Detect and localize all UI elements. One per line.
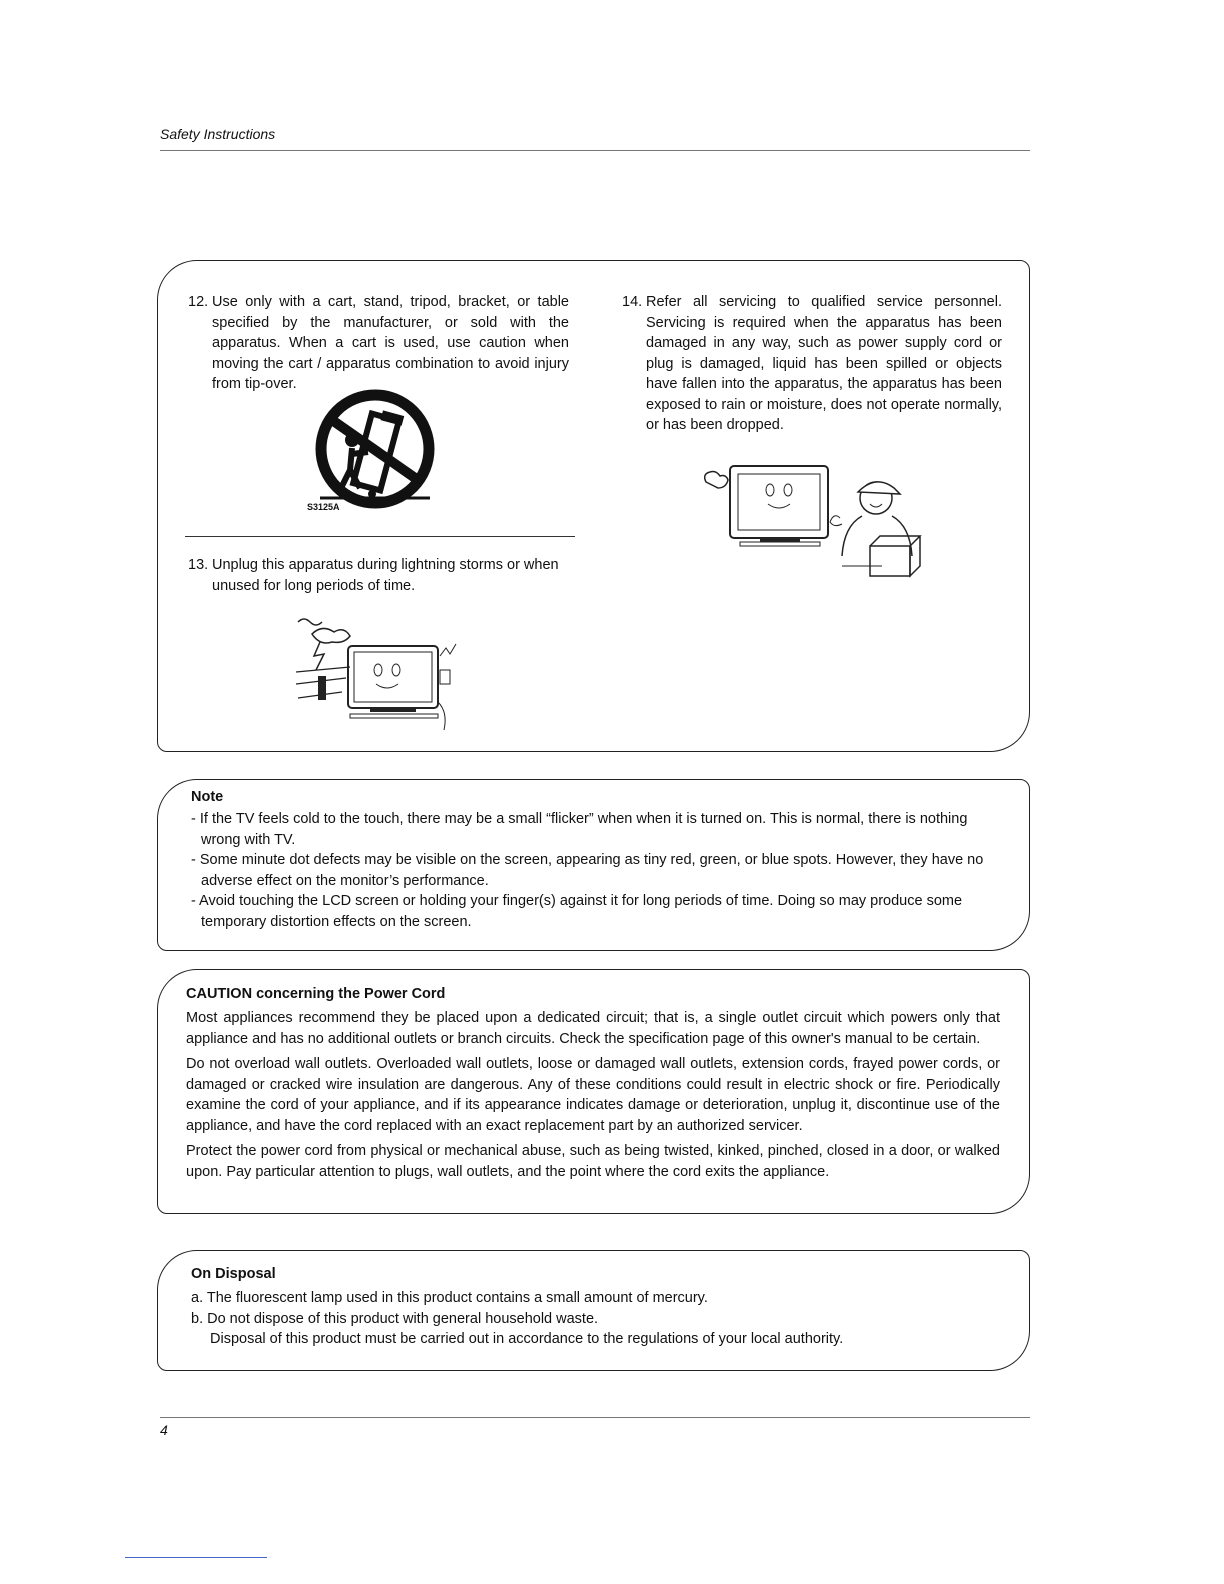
caution-content (186, 986, 1000, 1187)
caution-paragraph-2: Do not overload wall outlets. Overloaded wall outlets, loose or damaged wall outlets, extension cords, frayed power cords, or damaged or cracked wire insulation are dangerous. Any of these conditions could result in electric shock or fire. Periodically examine the cord of your appliance, and if its appearance indicates damage or deterioration, unplug it, discontinue use of the appliance, and have the cord replaced with an exact replacement part by an authorized servicer. (186, 1056, 1000, 1134)
item-13 (188, 555, 578, 596)
cart-image-label: S3125A (307, 502, 340, 512)
lightning-tv-illustration (290, 612, 470, 737)
note-title: Note (191, 789, 224, 805)
caution-paragraph-3: Protect the power cord from physical or mechanical abuse, such as being twisted, kinked, pinched, closed in a door, or walked upon. Pay particular attention to plugs, wall outlets, and the point where the cord exits the appliance. (186, 1143, 1000, 1180)
footer-divider (160, 1417, 1030, 1418)
page-number: 4 (160, 1422, 168, 1438)
item-12-text: Use only with a cart, stand, tripod, bracket, or table specified by the manufacturer, or sold with the apparatus. When a cart is used, use caution when moving the cart / apparatus combination to avoid injury from tip-over. (212, 294, 569, 392)
caution-paragraph-1: Most appliances recommend they be placed upon a dedicated circuit; that is, a single outlet circuit which powers only that appliance and has no additional outlets or branch circuits. Check the specification page of this owner's manual to be certain. (186, 1010, 1000, 1047)
disposal-item-a: a. The fluorescent lamp used in this product contains a small amount of mercury. (191, 1290, 708, 1306)
caution-title: CAUTION concerning the Power Cord (186, 986, 446, 1002)
disposal-item-b-continued: Disposal of this product must be carried out in accordance to the regulations of your local authority. (210, 1331, 844, 1347)
item-14-text: Refer all servicing to qualified service personnel. Servicing is required when the apparatus has been damaged in any way, such as power supply cord or plug is damaged, liquid has been spilled or objects have fallen into the apparatus, the apparatus has been exposed to rain or moisture, does not operate normally, or has been dropped. (646, 294, 1002, 433)
item-12 (188, 292, 569, 395)
note-bullet-2: - Some minute dot defects may be visible on the screen, appearing as tiny red, green, or blue spots. However, they have no adverse effect on the monitor’s performance. (191, 852, 984, 889)
bottom-link-underline[interactable] (125, 1557, 267, 1558)
cart-tipover-warning-icon (312, 390, 440, 516)
note-bullet-3: - Avoid touching the LCD screen or holding your finger(s) against it for long periods of time. Doing so may produce some temporary distortion effects on the screen. (191, 893, 963, 930)
item-13-number: 13. (188, 557, 209, 573)
disposal-item-b: b. Do not dispose of this product with general household waste. (191, 1310, 599, 1327)
item-12-number: 12. (188, 294, 209, 310)
item-14 (622, 292, 1002, 436)
note-bullet-1: - If the TV feels cold to the touch, there may be a small “flicker” when when it is turned on. This is normal, there is nothing wrong with TV. (191, 811, 968, 848)
service-technician-illustration (700, 460, 930, 590)
disposal-title: On Disposal (191, 1266, 276, 1282)
item-14-number: 14. (622, 294, 643, 310)
item-13-text: Unplug this apparatus during lightning storms or when unused for long periods of time. (212, 557, 559, 594)
header-divider (160, 150, 1030, 151)
disposal-content (191, 1266, 999, 1350)
note-content (191, 789, 999, 932)
item-divider (185, 536, 575, 537)
page-header-title: Safety Instructions (160, 126, 276, 142)
